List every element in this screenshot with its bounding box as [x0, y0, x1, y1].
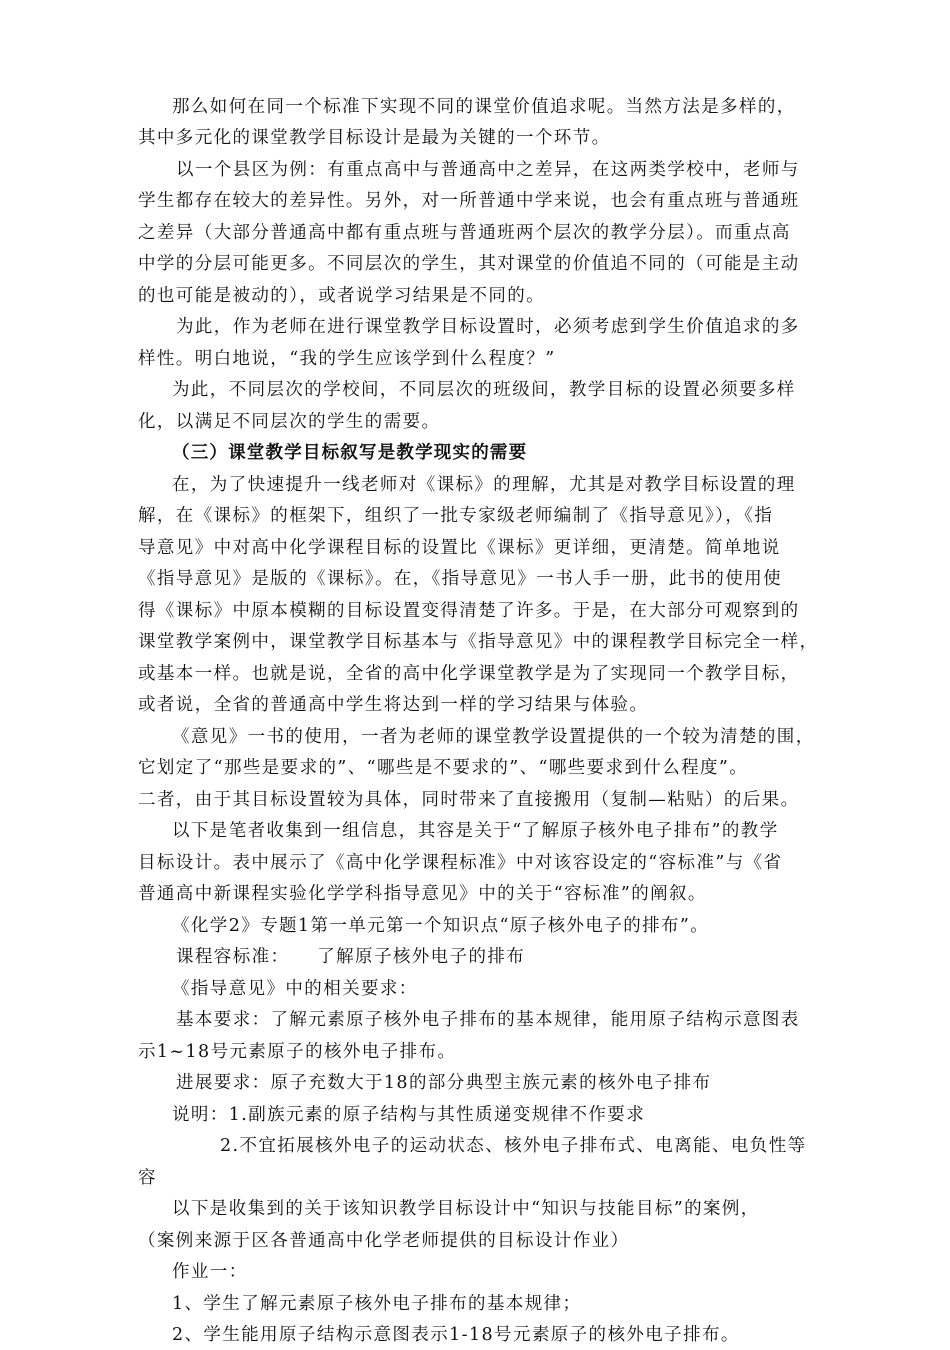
section-heading: （三）课堂教学目标叙写是教学现实的需要	[172, 443, 528, 463]
paragraph-line: 基本要求：了解元素原子核外电子排布的基本规律，能用原子结构示意图表	[176, 1010, 800, 1030]
paragraph-line: 那么如何在同一个标准下实现不同的课堂价值追求呢。当然方法是多样的，	[172, 97, 796, 117]
paragraph-line: 或基本一样。也就是说，全省的高中化学课堂教学是为了实现同一个教学目标，	[138, 664, 800, 684]
paragraph-line: 《化学2》专题1第一单元第一个知识点“原子核外电子的排布”。	[172, 916, 710, 936]
paragraph-line: 作业一：	[172, 1262, 248, 1282]
list-item: 1、学生了解元素原子核外电子排布的基本规律；	[172, 1294, 582, 1314]
paragraph-line: 在，为了快速提升一线老师对《课标》的理解，尤其是对教学目标设置的理	[172, 475, 796, 495]
paragraph-line: 化，以满足不同层次的学生的需要。	[138, 412, 441, 432]
paragraph-line: 课堂教学案例中，课堂教学目标基本与《指导意见》中的课程教学目标完全一样，	[138, 632, 819, 652]
paragraph-line: 进展要求：原子充数大于18的部分典型主族元素的核外电子排布	[176, 1073, 712, 1093]
paragraph-line: 导意见》中对高中化学课程目标的设置比《课标》更详细，更清楚。简单地说	[138, 538, 781, 558]
paragraph-line: 解，在《课标》的框架下，组织了一批专家级老师编制了《指导意见》），《指	[138, 506, 774, 526]
paragraph-line: 以下是收集到的关于该知识教学目标设计中“知识与技能目标”的案例，	[172, 1199, 760, 1219]
paragraph-line: 学生都存在较大的差异性。另外，对一所普通中学来说，也会有重点班与普通班	[138, 191, 800, 211]
paragraph-line: 它划定了“那些是要求的”、“哪些是不要求的”、“哪些要求到什么程度”。	[138, 758, 749, 778]
paragraph-line: 《指导意见》是版的《课标》。在，《指导意见》一书人手一册，此书的使用使	[138, 569, 782, 589]
paragraph-line: 的也可能是被动的），或者说学习结果是不同的。	[138, 286, 546, 306]
paragraph-line: 普通高中新课程实验化学学科指导意见》中的关于“容标准”的阐叙。	[138, 884, 707, 904]
paragraph-line: 说明：1.副族元素的原子结构与其性质递变规律不作要求	[172, 1105, 646, 1125]
paragraph-line: 2.不宜拓展核外电子的运动状态、核外电子排布式、电离能、电负性等	[220, 1136, 807, 1156]
list-item: 2、学生能用原子结构示意图表示1-18号元素原子的核外电子排布。	[172, 1325, 740, 1345]
paragraph-line: 其中多元化的课堂教学目标设计是最为关键的一个环节。	[138, 128, 611, 148]
paragraph-line: 课程容标准： 了解原子核外电子的排布	[176, 947, 526, 967]
paragraph-line: 为此，不同层次的学校间，不同层次的班级间，教学目标的设置必须要多样	[172, 380, 796, 400]
paragraph-line: 之差异（大部分普通高中都有重点班与普通班两个层次的教学分层）。而重点高	[138, 223, 791, 243]
paragraph-line: 《指导意见》中的相关要求：	[172, 979, 418, 999]
paragraph-line: 《意见》一书的使用，一者为老师的课堂教学设置提供的一个较为清楚的围，	[172, 727, 815, 747]
paragraph-line: 或者说，全省的普通高中学生将达到一样的学习结果与体验。	[138, 695, 649, 715]
paragraph-line: 中学的分层可能更多。不同层次的学生，其对课堂的价值追不同的（可能是主动	[138, 254, 800, 274]
paragraph-line: 样性。明白地说，“我的学生应该学到什么程度？”	[138, 349, 556, 369]
paragraph-line: 目标设计。表中展示了《高中化学课程标准》中对该容设定的“容标准”与《省	[138, 853, 783, 873]
paragraph-line: 以下是笔者收集到一组信息，其容是关于“了解原子核外电子排布”的教学	[172, 821, 779, 841]
paragraph-line: 得《课标》中原本模糊的目标设置变得清楚了许多。于是，在大部分可观察到的	[138, 601, 800, 621]
paragraph-line: 容	[138, 1168, 157, 1188]
paragraph-line: 示1~18号元素原子的核外电子排布。	[138, 1042, 457, 1062]
paragraph-line: 为此，作为老师在进行课堂教学目标设置时，必须考虑到学生价值追求的多	[176, 317, 800, 337]
paragraph-line: 二者，由于其目标设置较为具体，同时带来了直接搬用（复制—粘贴）的后果。	[138, 790, 800, 810]
paragraph-line: （案例来源于区各普通高中化学老师提供的目标设计作业）	[138, 1231, 630, 1251]
paragraph-line: 以一个县区为例：有重点高中与普通高中之差异，在这两类学校中，老师与	[176, 160, 800, 180]
